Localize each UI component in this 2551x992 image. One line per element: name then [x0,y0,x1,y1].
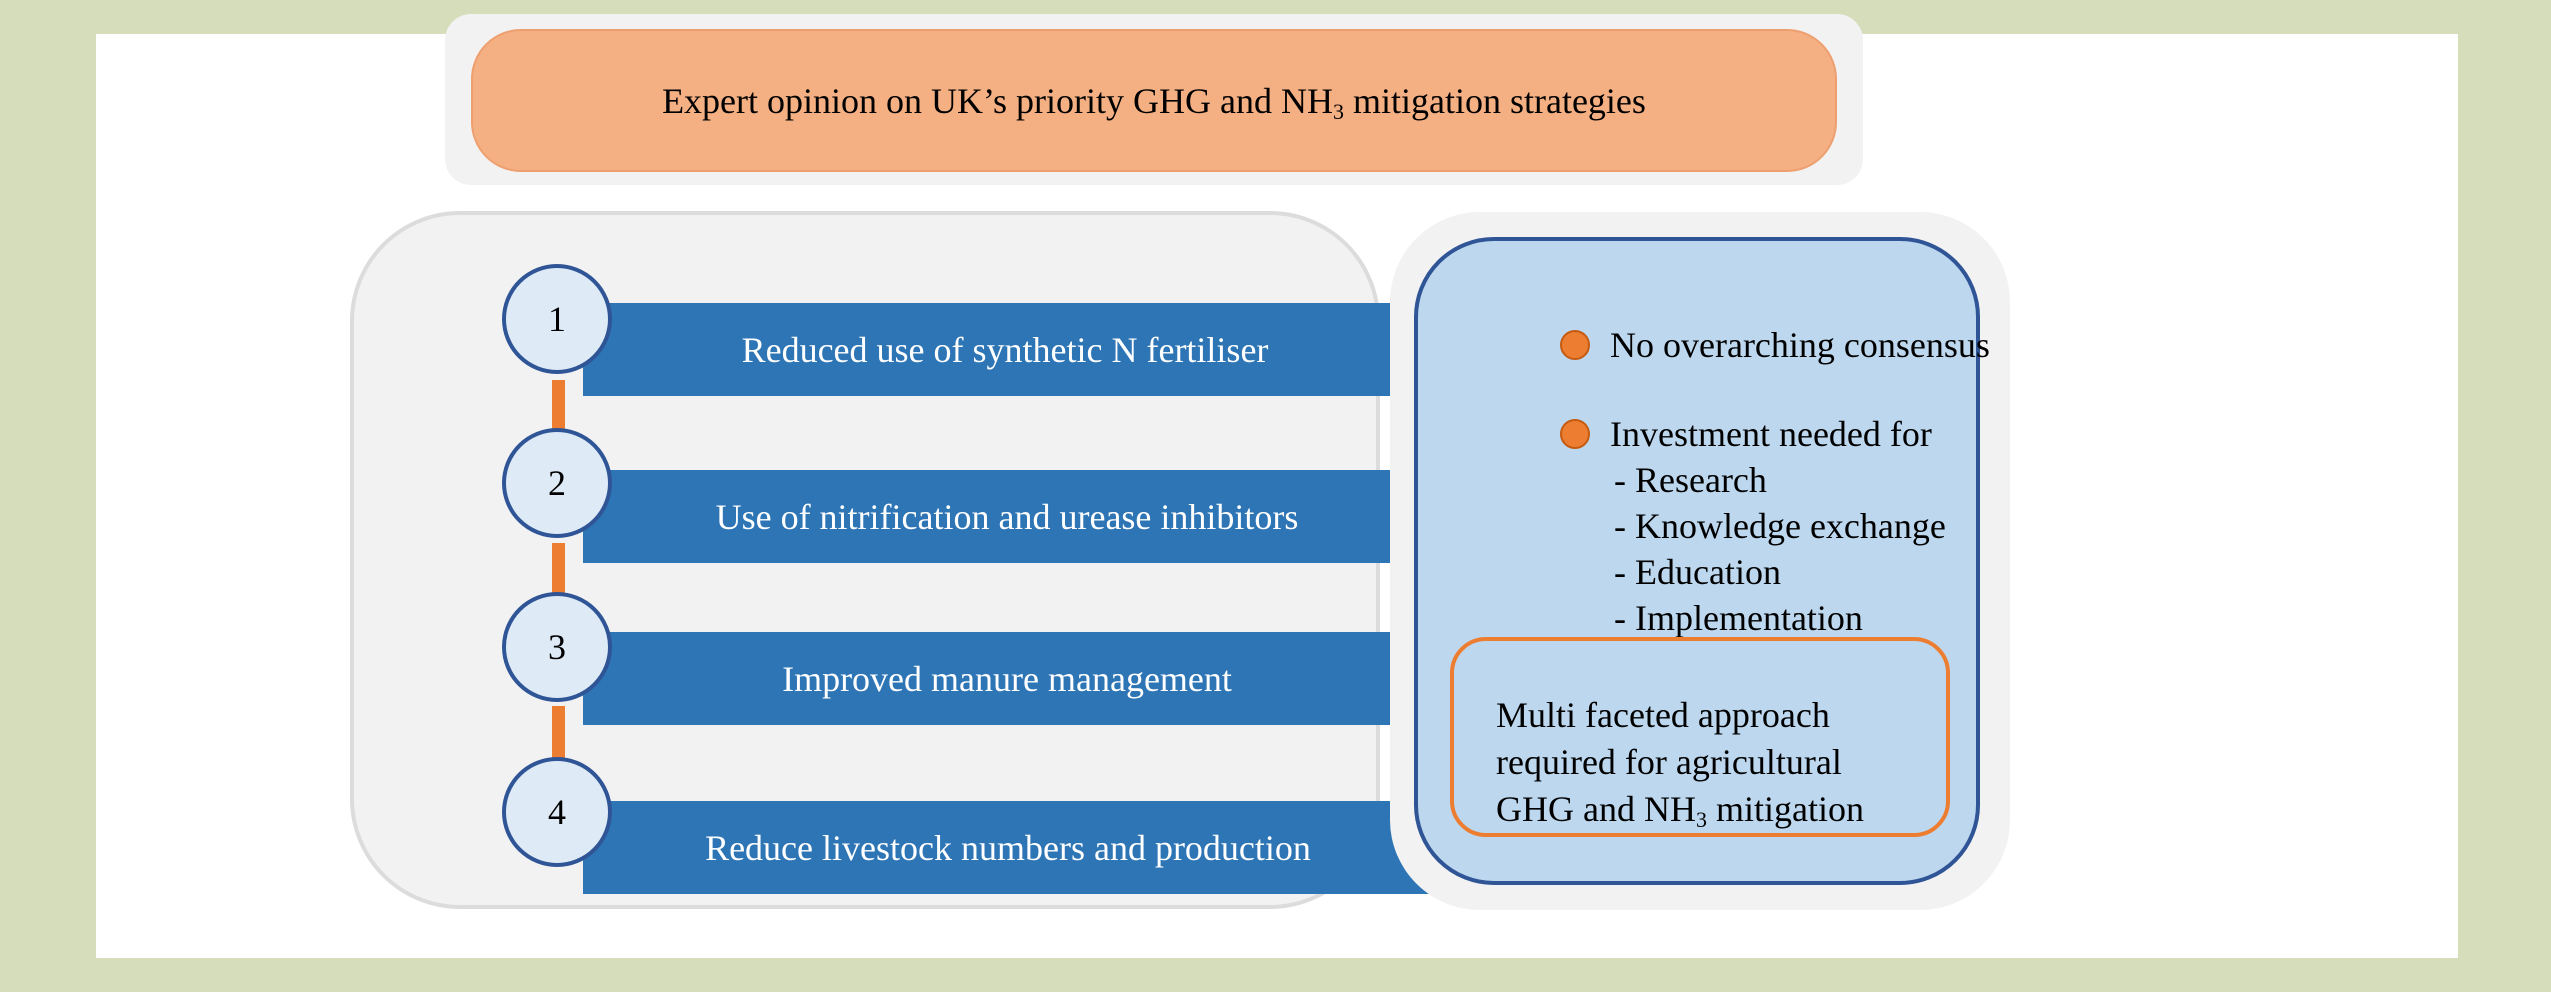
investment-item-implementation: - Implementation [1614,598,1863,638]
connector-2-3 [552,543,565,598]
approach-line-2: required for agricultural [1496,742,1842,782]
diagram-title [471,29,1837,172]
strategy-label-2: Use of nitrification and urease inhibitors [715,496,1299,537]
approach-line-3-prefix: GHG and NH [1496,789,1696,829]
strategy-bar-2 [583,470,1431,563]
strategy-label-3: Improved manure management [782,658,1232,699]
approach-line-3-suffix: mitigation [1706,789,1864,829]
connector-3-4 [552,706,565,761]
rank-circle-2 [502,428,612,538]
consensus-text: No overarching consensus [1610,325,1990,365]
strategy-label-1: Reduced use of synthetic N fertiliser [741,329,1269,370]
approach-subscript: 3 [1695,807,1707,832]
investment-item-research: - Research [1614,460,1767,500]
title-text-prefix: Expert opinion on UK’s priority GHG and NH [662,80,1333,121]
strategy-label-4: Reduce livestock numbers and production [705,827,1311,868]
approach-line-1: Multi faceted approach [1496,695,1830,735]
connector-1-2 [552,380,565,435]
rank-circle-4 [502,757,612,867]
strategy-bar-4 [583,801,1433,894]
strategy-bar-3 [583,632,1431,725]
investment-item-knowledge-exchange: - Knowledge exchange [1614,506,1946,546]
bullet-investment [1560,419,1590,449]
title-subscript: 3 [1332,98,1344,124]
rank-circle-1 [502,264,612,374]
rank-number-4: 4 [548,792,566,832]
investment-heading: Investment needed for [1610,414,1932,454]
rank-number-3: 3 [548,627,566,667]
rank-number-2: 2 [548,463,566,503]
bullet-consensus [1560,330,1590,360]
title-text-suffix: mitigation strategies [1343,80,1646,121]
approach-line-3 [1496,788,1864,830]
rank-number-1: 1 [548,299,566,339]
strategy-bar-1 [583,303,1427,396]
investment-item-education: - Education [1614,552,1781,592]
rank-circle-3 [502,592,612,702]
